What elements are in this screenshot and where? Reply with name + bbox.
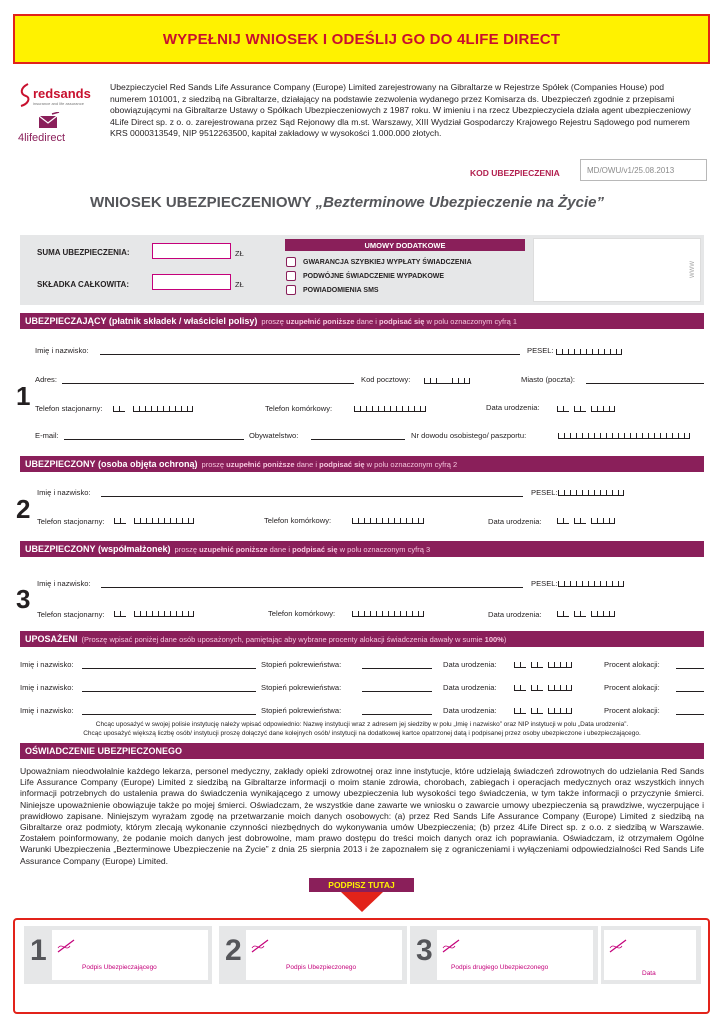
upos3-dataur-input[interactable] — [514, 705, 572, 714]
s3-note: proszę uzupełnić poniższe dane i podpisać się w polu oznaczonym cyfrą 3 — [174, 544, 431, 554]
redsands-logo — [18, 80, 98, 110]
upos1-procent-input[interactable] — [676, 668, 704, 669]
s1-imie-label: Imię i nazwisko: — [35, 346, 89, 355]
s3-imie-input[interactable] — [101, 587, 523, 588]
section-number-2: 2 — [16, 494, 31, 524]
form-title-main: WNIOSEK UBEZPIECZENIOWY — [90, 194, 312, 211]
upos1-imie-label: Imię i nazwisko: — [20, 660, 74, 669]
s3-imie-label: Imię i nazwisko: — [37, 579, 91, 588]
s1-obyw-input[interactable] — [311, 439, 405, 440]
upos2-imie-input[interactable] — [82, 691, 256, 692]
s3-telstac-label: Telefon stacjonarny: — [37, 610, 105, 619]
s1-pesel-label: PESEL: — [527, 346, 554, 355]
s3-dataur-input[interactable] — [557, 608, 615, 617]
upos2-dataur-label: Data urodzenia: — [443, 683, 497, 692]
upos2-stopien-label: Stopień pokrewieństwa: — [261, 683, 342, 692]
signature-field-1[interactable] — [52, 930, 208, 980]
pen-icon — [250, 938, 272, 954]
s2-imie-label: Imię i nazwisko: — [37, 488, 91, 497]
form-title-sub: „Bezterminowe Ubezpieczenie na Życie” — [315, 194, 604, 211]
s3-telkom-label: Telefon komórkowy: — [268, 609, 336, 618]
skladka-label: SKŁADKA CAŁKOWITA: — [37, 280, 129, 289]
option-label-1: GWARANCJA SZYBKIEJ WYPŁATY ŚWIADCZENIA — [303, 259, 472, 266]
s1-telkom-label: Telefon komórkowy: — [265, 404, 333, 413]
skladka-input[interactable] — [152, 274, 231, 290]
date-field[interactable] — [604, 930, 696, 980]
s3-telkom-input[interactable] — [352, 608, 424, 617]
signature-label-2: Podpis Ubezpieczonego — [286, 964, 357, 971]
s1-kod-input[interactable] — [424, 375, 470, 384]
insurer-info: Ubezpieczyciel Red Sands Life Assurance Company (Europe) Limited zarejestrowany na Gibraltarze w Rejestrze Spółek (Companies House) pod numerem 101001, z siedzibą na Gibraltarze, działający na podstawie zezwolenia wydanego przez Komisarza ds. Ubezpieczeń zgodnie z przepisami obowiązującymi na Gibraltarze Ustawy o Spółkach Ubezpieczeniowych z 1987 roku. W imieniu i na rzecz Ubezpieczyciela działa agent ubezpieczeniowy 4Life Direct sp. z o. o. zarejestrowana przez Sąd Rejonowy dla m.st. Warszawy, XIII Wydział Gospodarczy Krajowego Rejestru Sądowego pod numerem KRS 0000313549, NIP 9512263500, kapitał zakładowy w wysokości 1.000.000 złotych. — [110, 82, 691, 139]
section-ubezpieczajacy — [20, 313, 704, 329]
s2-telkom-input[interactable] — [352, 515, 424, 524]
s3-dataur-label: Data urodzenia: — [488, 610, 542, 619]
option-checkbox-1[interactable] — [286, 257, 296, 267]
upos3-imie-label: Imię i nazwisko: — [20, 706, 74, 715]
s3-pesel-label: PESEL: — [531, 579, 558, 588]
upos3-imie-input[interactable] — [82, 714, 256, 715]
s2-telstac-label: Telefon stacjonarny: — [37, 517, 105, 526]
4lifedirect-logo — [18, 112, 98, 146]
skladka-currency: ZŁ — [235, 280, 244, 289]
section-oswiadczenie — [20, 743, 704, 759]
upos1-stopien-label: Stopień pokrewieństwa: — [261, 660, 342, 669]
s1-telstac-label: Telefon stacjonarny: — [35, 404, 103, 413]
signature-number-3: 3 — [416, 934, 433, 967]
section-wspolmalzonek — [20, 541, 704, 557]
upos2-procent-input[interactable] — [676, 691, 704, 692]
s2-pesel-input[interactable] — [558, 487, 624, 496]
banner-title: WYPEŁNIJ WNIOSEK I ODEŚLIJ GO DO 4LIFE DIRECT — [162, 30, 561, 48]
s3-telstac-input[interactable] — [114, 608, 194, 617]
upos2-dataur-input[interactable] — [514, 682, 572, 691]
signature-field-3[interactable] — [437, 930, 593, 980]
envelope-icon — [38, 112, 60, 130]
s1-email-input[interactable] — [64, 439, 244, 440]
signature-field-2[interactable] — [246, 930, 402, 980]
suma-label: SUMA UBEZPIECZENIA: — [37, 248, 130, 257]
header-banner — [13, 14, 710, 64]
4lifedirect-wordmark: 4lifedirect — [18, 132, 66, 144]
s2-dataur-label: Data urodzenia: — [488, 517, 542, 526]
upos-title: UPOSAŻENI — [25, 634, 78, 644]
upos-note-2: Chcąc uposażyć większą liczbę osób/ instytucji proszę dołączyć dane kolejnych osób/ instytucji na dodatkowej kartce opatrzonej datą i podpisanej przez osoby ubezpieczone i ubezpieczającego. — [83, 730, 641, 737]
s1-imie-input[interactable] — [100, 354, 520, 355]
upos1-dataur-input[interactable] — [514, 659, 572, 668]
s1-telkom-input[interactable] — [354, 403, 426, 412]
s3-title: UBEZPIECZONY — [25, 544, 96, 554]
signature-number-2: 2 — [225, 934, 242, 967]
redsands-mark-icon — [18, 82, 32, 108]
arrow-down-icon — [341, 892, 383, 912]
upos-note: (Proszę wpisać poniżej dane osób uposażonych, pamiętając aby wybrane procenty alokacji świadczenia dawały w sumie 100%) — [81, 634, 507, 644]
upos2-imie-label: Imię i nazwisko: — [20, 683, 74, 692]
upos1-imie-input[interactable] — [82, 668, 256, 669]
s3-title-b: (współmałżonek) — [98, 544, 171, 554]
s1-miasto-label: Miasto (poczta): — [521, 375, 576, 384]
pen-icon — [608, 938, 630, 954]
suma-currency: ZŁ — [235, 249, 244, 258]
section-ubezpieczony — [20, 456, 704, 472]
date-label: Data — [642, 970, 656, 977]
s1-pesel-input[interactable] — [556, 346, 622, 355]
osw-title: OŚWIADCZENIE UBEZPIECZONEGO — [25, 746, 183, 756]
s2-note: proszę uzupełnić poniższe dane i podpisać się w polu oznaczonym cyfrą 2 — [201, 459, 458, 469]
osw-text: Upoważniam nieodwołalnie każdego lekarza, personel medyczny, zakłady opieki zdrowotnej oraz inne instytucje, które udzielają świadczeń zdrowotnych do udzielania Red Sands Life Assurance Company (Europe) Limited z siedzibą na Gibraltarze informacji o moim stanie zdrowia, chorobach, zabiegach i operacjach medycznych oraz wszystkich innych informacji potrzebnych do ustalenia prawa do świadczenia wynikającego z umowy ubezpieczenia lub wysokości tego świadczenia, w tym także informacji o przyczynie śmierci. Niniejsze upoważnienie obowiązuje także po mojej śmierci. Oświadczam, że wszystkie dane zawarte we wniosku o zawarcie umowy ubezpieczenia są prawdziwe, wyczerpujące i prawidłowo zapisane. Niniejszym wyrażam zgodę na przetwarzanie moich danych osobowych: (a) przez Red Sands Life Assurance Company (Europe) Limited z siedzibą na Gibraltarze oraz podmioty, którym zlecają wykonanie czynności niezbędnych do wykonywania umów Ubezpieczenia; (b) przez 4Life Direct sp. z o.o. z siedzibą w Warszawie. Zostałem poinformowany, że podanie moich danych jest dobrowolne, mam prawo dostępu do treści moich danych oraz ich poprawiania. Oświadczam, iż otrzymałem Ogólne Warunki Ubezpieczenia „Bezterminowe Ubezpieczenie na Życie” z dnia 25 sierpnia 2013 i że zapoznałem się z ograniczeniami i wyłączeniami odpowiedzialności Red Sands Life Assurance Company (Europe) Limited. — [20, 766, 704, 866]
s1-dowod-input[interactable] — [558, 430, 690, 439]
upos1-dataur-label: Data urodzenia: — [443, 660, 497, 669]
s2-pesel-label: PESEL: — [531, 488, 558, 497]
s2-telstac-input[interactable] — [114, 515, 194, 524]
s3-pesel-input[interactable] — [558, 578, 624, 587]
s1-title: UBEZPIECZAJĄCY (płatnik składek / właściciel polisy) — [25, 316, 258, 326]
s1-dataur-label: Data urodzenia: — [486, 403, 540, 412]
s1-kod-label: Kod pocztowy: — [361, 375, 411, 384]
s1-email-label: E-mail: — [35, 431, 59, 440]
section-number-3: 3 — [16, 584, 31, 614]
signature-label-1: Podpis Ubezpieczającego — [82, 964, 157, 971]
umowy-header: UMOWY DODATKOWE — [285, 239, 525, 251]
s1-adres-input[interactable] — [62, 383, 354, 384]
upos3-procent-input[interactable] — [676, 714, 704, 715]
s1-adres-label: Adres: — [35, 375, 57, 384]
s2-title-b: (osoba objęta ochroną) — [98, 459, 198, 469]
upos3-procent-label: Procent alokacji: — [604, 706, 660, 715]
upos2-procent-label: Procent alokacji: — [604, 683, 660, 692]
upos-note-1: Chcąc uposażyć w swojej polisie instytucję należy wpisać odpowiednio: Nazwę instytucji wraz z adresem jej siedziby w polu „Imię i nazwisko” oraz NIP instytucji w polu „Data urodzenia”. — [95, 721, 629, 728]
signature-number-1: 1 — [30, 934, 47, 967]
upos3-dataur-label: Data urodzenia: — [443, 706, 497, 715]
redsands-tagline: insurance and life assurance — [33, 101, 84, 106]
pen-icon — [441, 938, 463, 954]
redsands-wordmark: redsands — [33, 86, 91, 101]
upos1-procent-label: Procent alokacji: — [604, 660, 660, 669]
s1-miasto-input[interactable] — [586, 383, 704, 384]
option-checkbox-2[interactable] — [286, 271, 296, 281]
s2-title: UBEZPIECZONY — [25, 459, 96, 469]
s1-dowod-label: Nr dowodu osobistego/ paszportu: — [411, 431, 527, 440]
suma-input[interactable] — [152, 243, 231, 259]
section-number-1: 1 — [16, 381, 31, 411]
s2-telkom-label: Telefon komórkowy: — [264, 516, 332, 525]
section-uposazeni — [20, 631, 704, 647]
kod-label: KOD UBEZPIECZENIA — [470, 168, 560, 178]
s1-note: proszę uzupełnić poniższe dane i podpisać się w polu oznaczonym cyfrą 1 — [261, 316, 517, 326]
form-title — [90, 194, 604, 211]
upos3-stopien-label: Stopień pokrewieństwa: — [261, 706, 342, 715]
upos1-stopien-input[interactable] — [362, 668, 432, 669]
upos2-stopien-input[interactable] — [362, 691, 432, 692]
podpisz-tutaj: PODPISZ TUTAJ — [309, 878, 414, 892]
stamp-box — [533, 238, 701, 302]
pen-icon — [56, 938, 78, 954]
s2-imie-input[interactable] — [101, 496, 523, 497]
option-label-2: PODWÓJNE ŚWIADCZENIE WYPADKOWE — [303, 273, 445, 280]
stamp-label: WWW — [690, 261, 696, 278]
kod-value: MD/OWU/v1/25.08.2013 — [580, 159, 707, 181]
option-label-3: POWIADOMIENIA SMS — [303, 287, 379, 294]
s1-dataur-input[interactable] — [557, 403, 615, 412]
signature-label-3: Podpis drugiego Ubezpieczonego — [451, 964, 549, 971]
s1-telstac-input[interactable] — [113, 403, 193, 412]
option-checkbox-3[interactable] — [286, 285, 296, 295]
s2-dataur-input[interactable] — [557, 515, 615, 524]
upos3-stopien-input[interactable] — [362, 714, 432, 715]
s1-obyw-label: Obywatelstwo: — [249, 431, 299, 440]
